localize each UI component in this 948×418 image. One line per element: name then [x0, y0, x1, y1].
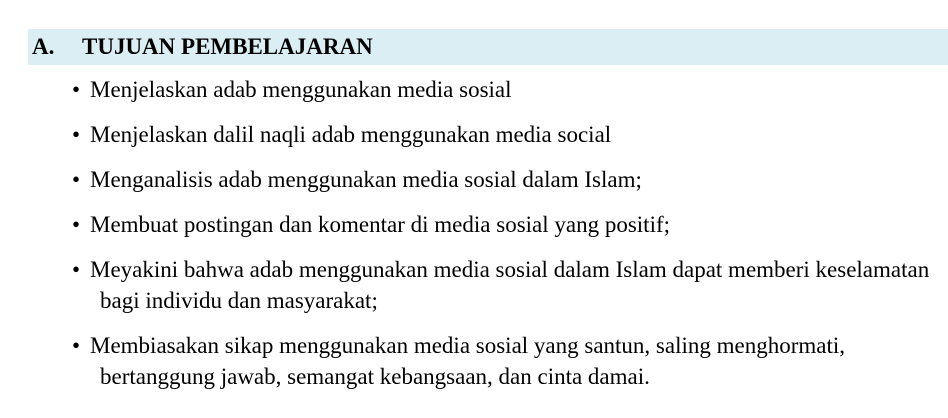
bullet-icon: •: [72, 333, 81, 358]
objective-text: Menganalisis adab menggunakan media sosial dalam Islam;: [90, 167, 642, 192]
objective-item: [72, 209, 948, 240]
objective-item: [72, 119, 948, 150]
objective-text: Menjelaskan dalil naqli adab menggunakan media social: [90, 122, 612, 147]
objective-item: [72, 164, 948, 195]
objective-text: Membuat postingan dan komentar di media sosial yang positif;: [90, 212, 671, 237]
objective-item: [72, 254, 948, 316]
section-letter: A.: [32, 34, 55, 59]
bullet-icon: •: [72, 122, 81, 147]
objective-item: [72, 330, 948, 392]
objective-text: Meyakini bahwa adab menggunakan media sosial dalam Islam dapat memberi keselamatan bagi individu dan masyarakat;: [90, 257, 930, 313]
section-title: TUJUAN PEMBELAJARAN: [82, 34, 373, 59]
objective-item: [72, 74, 948, 105]
section-heading: [32, 30, 373, 64]
objective-text: Menjelaskan adab menggunakan media sosial: [90, 77, 512, 102]
bullet-icon: •: [72, 212, 81, 237]
bullet-icon: •: [72, 77, 81, 102]
bullet-icon: •: [72, 257, 81, 282]
learning-objectives-list: [72, 74, 948, 406]
objective-text: Membiasakan sikap menggunakan media sosial yang santun, saling menghormati, bertanggung jawab, semangat kebangsaan, dan cinta damai.: [90, 333, 846, 389]
bullet-icon: •: [72, 167, 81, 192]
